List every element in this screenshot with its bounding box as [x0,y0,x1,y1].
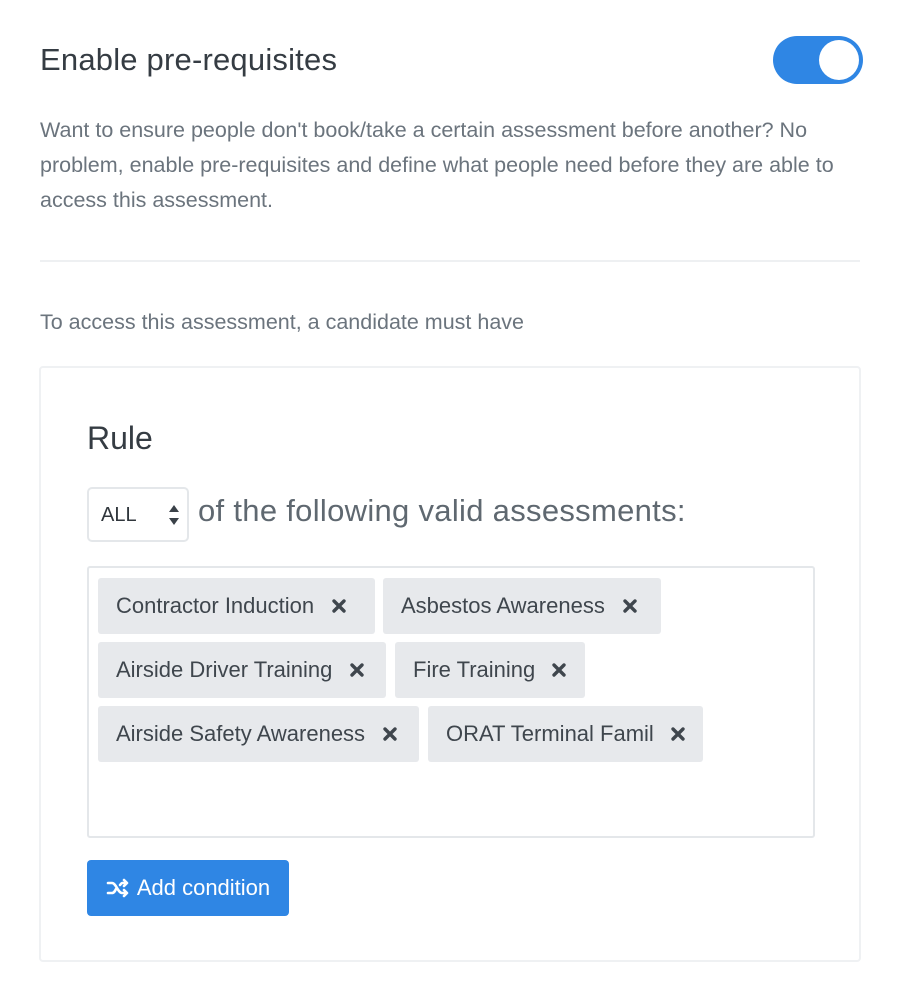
add-condition-label: Add condition [136,875,271,900]
shuffle-icon [106,878,130,898]
close-icon[interactable] [670,725,686,743]
tag-label: Asbestos Awareness [401,593,605,618]
close-icon[interactable] [330,597,348,615]
match-mode-value: ALL [101,504,137,526]
access-condition-text: To access this assessment, a candidate must have [40,310,524,334]
toggle-knob [819,40,859,80]
tag-label: Airside Safety Awareness [116,721,366,746]
section-title: Enable pre-requisites [40,42,338,77]
tag-airside-safety-awareness [98,706,419,762]
tag-label: Fire Training [413,657,536,682]
tag-airside-driver-training [98,642,386,698]
close-icon[interactable] [621,597,639,615]
enable-prerequisites-toggle[interactable] [773,36,863,84]
tag-label: Contractor Induction [116,593,315,618]
description-text: Want to ensure people don't book/take a certain assessment before another? No problem, enable pre-requisites and define what people need before they are able to access this assessment. [40,118,834,212]
tag-fire-training [395,642,585,698]
tag-contractor-induction [98,578,375,634]
tag-label: Airside Driver Training [116,657,333,682]
close-icon[interactable] [551,661,567,679]
rule-title: Rule [87,420,153,456]
close-icon[interactable] [348,661,366,679]
divider [40,260,860,262]
add-condition-button[interactable] [87,860,289,916]
tag-label: ORAT Terminal Famil [446,721,654,746]
close-icon[interactable] [381,725,399,743]
rule-sentence: of the following valid assessments: [198,493,686,528]
tag-asbestos-awareness [383,578,661,634]
tag-orat-terminal-famil [428,706,703,762]
match-mode-select[interactable] [87,487,189,542]
select-arrows-icon [168,501,180,529]
assessment-tags-input[interactable] [87,566,815,838]
